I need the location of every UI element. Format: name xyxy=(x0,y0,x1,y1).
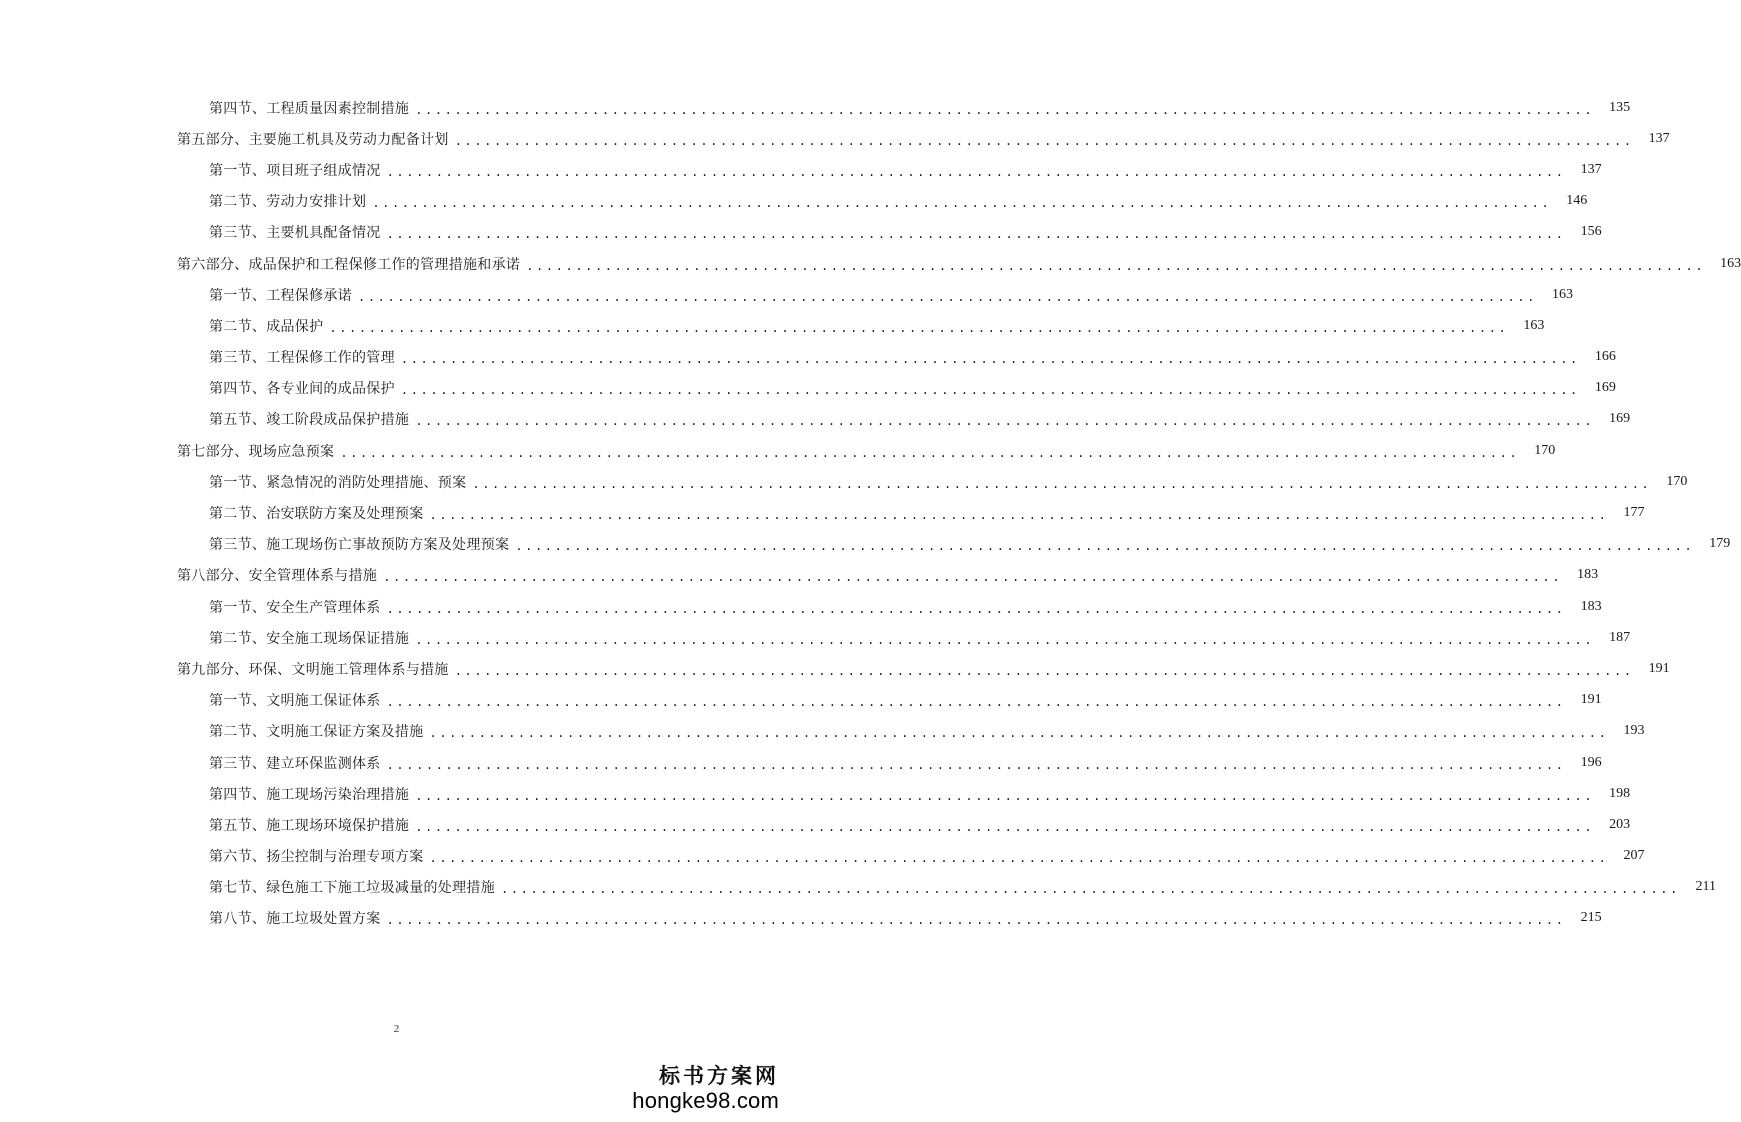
toc-entry-label: 第一节、工程保修承诺 xyxy=(209,287,352,304)
toc-entry-label: 第五节、施工现场环境保护措施 xyxy=(209,817,410,834)
toc-entry-page: 215 xyxy=(1580,910,1602,926)
toc-dot-leader: ........................................................................................................................ xyxy=(415,788,1595,803)
toc-section-entry[interactable] xyxy=(0,497,1645,528)
toc-section-entry[interactable] xyxy=(0,529,1731,560)
toc-section-entry[interactable] xyxy=(0,186,1588,217)
toc-entry-page: 196 xyxy=(1580,754,1602,770)
toc-entry-label: 第三节、建立环保监测体系 xyxy=(209,755,381,772)
watermark-name: 标书方案网 xyxy=(659,1063,779,1088)
toc-entry-label: 第三节、工程保修工作的管理 xyxy=(209,350,395,367)
toc-section-entry[interactable] xyxy=(0,778,1631,809)
toc-entry-page: 191 xyxy=(1580,692,1602,708)
toc-entry-page: 163 xyxy=(1720,255,1741,271)
toc-section-entry[interactable] xyxy=(0,716,1645,747)
toc-entry-label: 第三节、施工现场伤亡事故预防方案及处理预案 xyxy=(209,537,510,554)
table-of-contents xyxy=(0,92,1741,934)
toc-section-entry[interactable] xyxy=(0,373,1616,404)
toc-entry-page: 177 xyxy=(1623,505,1645,521)
toc-part-entry[interactable] xyxy=(0,435,1556,466)
toc-entry-label: 第九部分、环保、文明施工管理体系与措施 xyxy=(177,661,449,678)
toc-dot-leader: ........................................................................................................................ xyxy=(429,508,1609,523)
toc-entry-label: 第四节、工程质量因素控制措施 xyxy=(209,100,410,117)
toc-dot-leader: ........................................................................................................................ xyxy=(429,851,1609,866)
toc-entry-page: 191 xyxy=(1648,660,1670,676)
toc-part-entry[interactable] xyxy=(0,248,1741,279)
toc-entry-page: 156 xyxy=(1580,224,1602,240)
toc-dot-leader: ........................................................................................................................ xyxy=(400,352,1580,367)
toc-entry-label: 第一节、安全生产管理体系 xyxy=(209,599,381,616)
toc-entry-label: 第八节、施工垃圾处置方案 xyxy=(209,911,381,928)
toc-section-entry[interactable] xyxy=(0,310,1545,341)
toc-entry-page: 179 xyxy=(1709,536,1731,552)
toc-entry-label: 第七节、绿色施工下施工垃圾减量的处理措施 xyxy=(209,880,495,897)
toc-section-entry[interactable] xyxy=(0,92,1631,123)
toc-entry-label: 第六节、扬尘控制与治理专项方案 xyxy=(209,849,424,866)
toc-dot-leader: ........................................................................................................................ xyxy=(386,164,1566,179)
toc-dot-leader: ........................................................................................................................ xyxy=(454,133,1634,148)
toc-entry-label: 第六部分、成品保护和工程保修工作的管理措施和承诺 xyxy=(177,256,521,273)
toc-dot-leader: ........................................................................................................................ xyxy=(454,663,1634,678)
toc-entry-label: 第一节、项目班子组成情况 xyxy=(209,162,381,179)
toc-part-entry[interactable] xyxy=(0,123,1670,154)
toc-entry-page: 203 xyxy=(1609,816,1631,832)
toc-entry-label: 第五部分、主要施工机具及劳动力配备计划 xyxy=(177,131,449,148)
toc-entry-label: 第八部分、安全管理体系与措施 xyxy=(177,568,378,585)
toc-section-entry[interactable] xyxy=(0,903,1602,934)
toc-dot-leader: ........................................................................................................................ xyxy=(415,414,1595,429)
toc-dot-leader: ........................................................................................................................ xyxy=(415,819,1595,834)
toc-entry-page: 163 xyxy=(1551,286,1573,302)
toc-entry-label: 第一节、文明施工保证体系 xyxy=(209,693,381,710)
toc-dot-leader: ........................................................................................................................ xyxy=(386,757,1566,772)
toc-entry-page: 211 xyxy=(1695,879,1716,895)
toc-section-entry[interactable] xyxy=(0,279,1573,310)
toc-entry-label: 第一节、紧急情况的消防处理措施、预案 xyxy=(209,474,467,491)
toc-section-entry[interactable] xyxy=(0,466,1688,497)
toc-dot-leader: ........................................................................................................................ xyxy=(415,632,1595,647)
toc-entry-page: 207 xyxy=(1623,848,1645,864)
toc-section-entry[interactable] xyxy=(0,591,1602,622)
toc-entry-page: 137 xyxy=(1580,161,1602,177)
toc-entry-page: 169 xyxy=(1594,380,1616,396)
toc-dot-leader: ........................................................................................................................ xyxy=(415,102,1595,117)
toc-dot-leader: ........................................................................................................................ xyxy=(386,913,1566,928)
toc-part-entry[interactable] xyxy=(0,653,1670,684)
toc-dot-leader: ........................................................................................................................ xyxy=(515,539,1695,554)
toc-entry-page: 170 xyxy=(1666,473,1688,489)
toc-section-entry[interactable] xyxy=(0,622,1631,653)
toc-section-entry[interactable] xyxy=(0,872,1716,903)
toc-entry-label: 第二节、文明施工保证方案及措施 xyxy=(209,724,424,741)
watermark-logo xyxy=(579,1064,779,1114)
toc-entry-page: 183 xyxy=(1577,567,1599,583)
toc-entry-page: 198 xyxy=(1609,785,1631,801)
toc-entry-page: 183 xyxy=(1580,598,1602,614)
toc-section-entry[interactable] xyxy=(0,841,1645,872)
toc-entry-page: 169 xyxy=(1609,411,1631,427)
toc-entry-label: 第二节、治安联防方案及处理预案 xyxy=(209,506,424,523)
toc-section-entry[interactable] xyxy=(0,342,1616,373)
toc-entry-page: 193 xyxy=(1623,723,1645,739)
toc-dot-leader: ........................................................................................................................ xyxy=(386,227,1566,242)
toc-part-entry[interactable] xyxy=(0,560,1599,591)
page-number: 2 xyxy=(393,1023,400,1035)
toc-section-entry[interactable] xyxy=(0,154,1602,185)
toc-section-entry[interactable] xyxy=(0,217,1602,248)
toc-entry-label: 第五节、竣工阶段成品保护措施 xyxy=(209,412,410,429)
toc-section-entry[interactable] xyxy=(0,809,1631,840)
toc-entry-label: 第四节、各专业间的成品保护 xyxy=(209,381,395,398)
toc-dot-leader: ........................................................................................................................ xyxy=(386,601,1566,616)
toc-entry-page: 166 xyxy=(1594,349,1616,365)
toc-dot-leader: ........................................................................................................................ xyxy=(329,320,1509,335)
toc-dot-leader: ........................................................................................................................ xyxy=(383,570,1563,585)
toc-entry-page: 137 xyxy=(1648,130,1670,146)
toc-entry-label: 第七部分、现场应急预案 xyxy=(177,443,335,460)
toc-entry-page: 163 xyxy=(1523,317,1545,333)
toc-dot-leader: ........................................................................................................................ xyxy=(400,383,1580,398)
toc-dot-leader: ........................................................................................................................ xyxy=(372,196,1552,211)
toc-section-entry[interactable] xyxy=(0,685,1602,716)
toc-dot-leader: ........................................................................................................................ xyxy=(472,476,1652,491)
toc-entry-page: 146 xyxy=(1566,193,1588,209)
toc-dot-leader: ........................................................................................................................ xyxy=(340,445,1520,460)
toc-dot-leader: ........................................................................................................................ xyxy=(501,882,1680,897)
toc-dot-leader: ........................................................................................................................ xyxy=(358,289,1537,304)
watermark-domain: hongke98.com xyxy=(632,1088,779,1113)
toc-entry-page: 187 xyxy=(1609,629,1631,645)
toc-section-entry[interactable] xyxy=(0,747,1602,778)
toc-entry-label: 第四节、施工现场污染治理措施 xyxy=(209,786,410,803)
toc-section-entry[interactable] xyxy=(0,404,1631,435)
toc-entry-label: 第三节、主要机具配备情况 xyxy=(209,225,381,242)
toc-entry-label: 第二节、劳动力安排计划 xyxy=(209,194,367,211)
toc-dot-leader: ........................................................................................................................ xyxy=(386,695,1566,710)
toc-entry-label: 第二节、安全施工现场保证措施 xyxy=(209,630,410,647)
toc-entry-page: 170 xyxy=(1534,442,1556,458)
toc-dot-leader: ........................................................................................................................ xyxy=(526,258,1706,273)
toc-dot-leader: ........................................................................................................................ xyxy=(429,726,1609,741)
toc-entry-page: 135 xyxy=(1609,99,1631,115)
toc-entry-label: 第二节、成品保护 xyxy=(209,318,324,335)
